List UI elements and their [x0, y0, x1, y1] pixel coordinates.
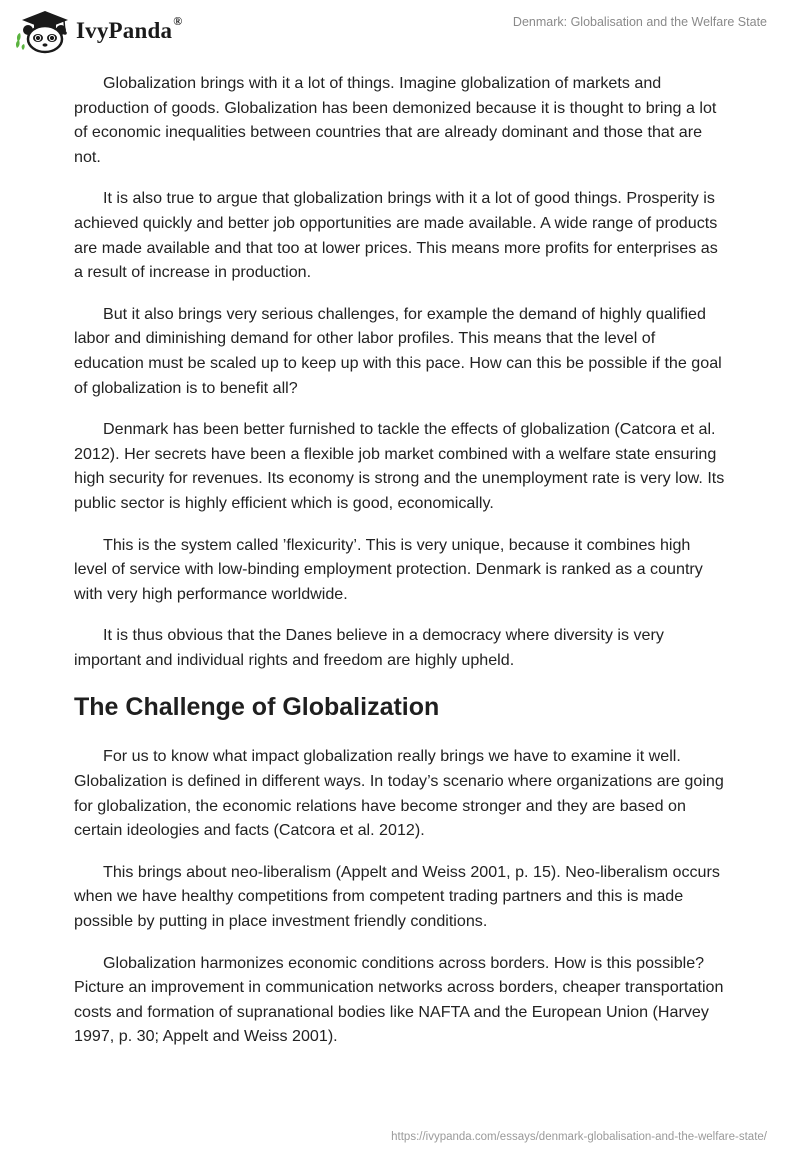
registered-mark: ® — [173, 14, 183, 28]
paragraph: Globalization harmonizes economic conditions across borders. How is this possible? Picture an improvement in communication networks across borders, cheaper transportation costs and formation of supranational bodies like NAFTA and the European Union (Harvey 1997, p. 30; Appelt and Weiss 2001). — [74, 953, 724, 1046]
paragraph: Globalization brings with it a lot of things. Imagine globalization of markets and production of goods. Globalization has been demonized because it is thought to bring a lot of economic inequalities between countries that are already dominant and those that are not. — [74, 74, 717, 166]
panda-graduate-logo-icon — [14, 8, 70, 54]
paragraph: This brings about neo-liberalism (Appelt and Weiss 2001, p. 15). Neo-liberalism occurs when we have healthy competitions from competent trading partners and this is made possible by putting in place investment friendly conditions. — [74, 862, 720, 931]
brand-name: IvyPanda® — [76, 14, 183, 43]
paragraph: For us to know what impact globalization really brings we have to examine it well. Globalization is defined in different ways. In today’s scenario where organizations are going for globalization, the economic relations have become stronger and they are based on certain ideologies and facts (Catcora et al. 2012). — [74, 747, 724, 840]
article-body — [74, 71, 726, 1066]
paragraph: Denmark has been better furnished to tackle the effects of globalization (Catcora et al. 2012). Her secrets have been a flexible job market combined with a welfare state ensuring high security for revenues. Its economy is strong and the unemployment rate is very low. Its public sector is highly efficient which is good, economically. — [74, 420, 725, 512]
paragraph: But it also brings very serious challenges, for example the demand of highly qualified labor and diminishing demand for other labor profiles. This means that the level of education must be scaled up to keep up with this pace. How can this be possible if the goal of globalization is to benefit all? — [74, 304, 722, 397]
document-title: Denmark: Globalisation and the Welfare State — [512, 15, 767, 29]
source-url[interactable]: https://ivypanda.com/essays/denmark-globalisation-and-the-welfare-state/ — [391, 1131, 767, 1143]
ivypanda-logo[interactable] — [14, 8, 182, 54]
paragraph: It is thus obvious that the Danes believe in a democracy where diversity is very important and individual rights and freedom are highly upheld. — [74, 626, 664, 669]
section-heading: The Challenge of Globalization — [74, 693, 440, 722]
paragraph: It is also true to argue that globalization brings with it a lot of good things. Prosperity is achieved quickly and better job opportunities are made available. A wide range of products are made available and that too at lower prices. This means more profits for enterprises as a result of increase in production. — [74, 189, 718, 282]
page-header — [0, 0, 800, 66]
paragraph: This is the system called ’flexicurity’. This is very unique, because it combines high level of service with low-binding employment protection. Denmark is ranked as a country with very high performance worldwide. — [74, 535, 703, 603]
